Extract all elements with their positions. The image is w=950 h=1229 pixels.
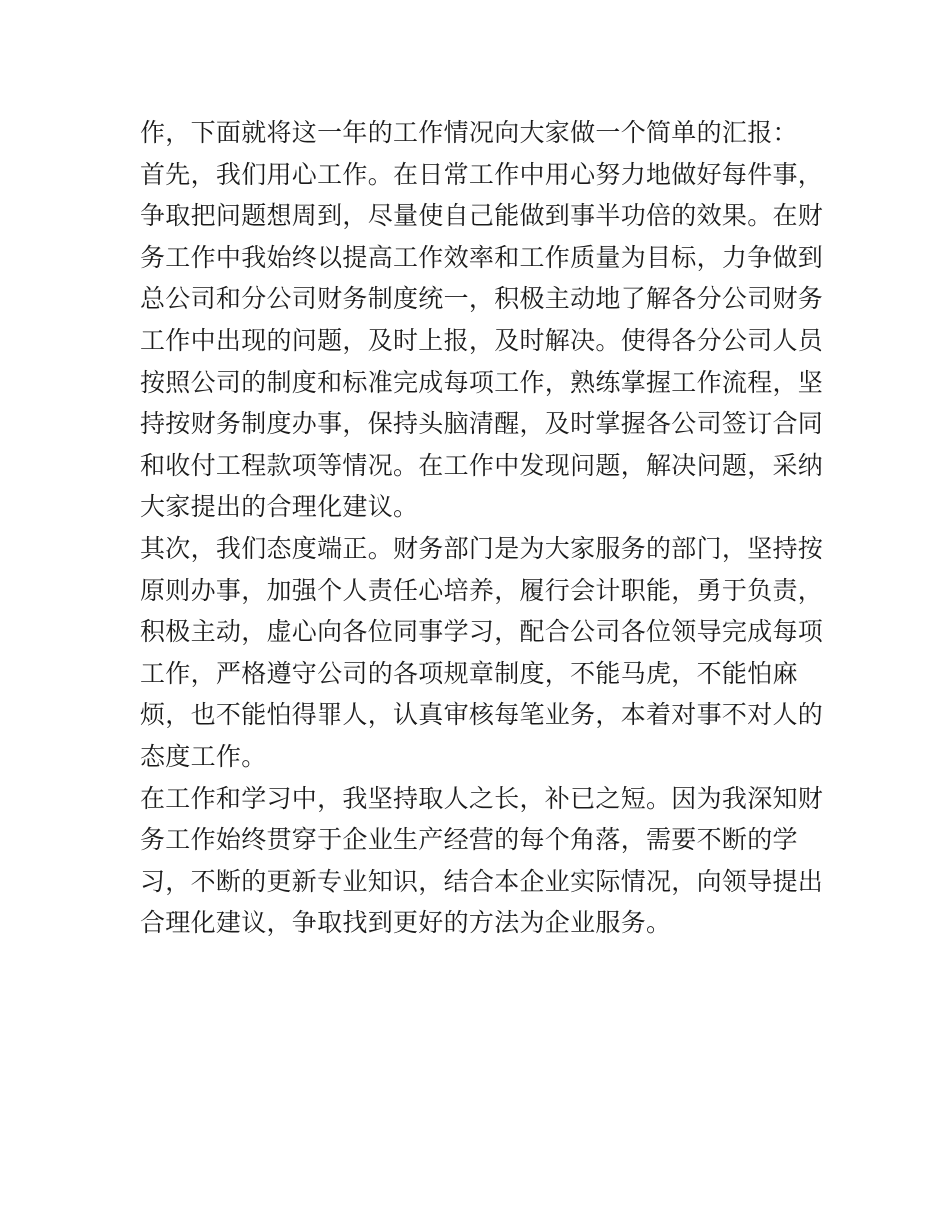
text-line: 争取把问题想周到，尽量使自己能做到事半功倍的效果。在财 [140,201,824,231]
text-line: 其次，我们态度端正。财务部门是为大家服务的部门，坚持按 [140,533,824,563]
text-line: 积极主动，虚心向各位同事学习，配合公司各位领导完成每项 [140,617,824,647]
text-line: 工作，严格遵守公司的各项规章制度，不能马虎，不能怕麻 [140,658,798,688]
text-line: 烦，也不能怕得罪人，认真审核每笔业务，本着对事不对人的 [140,700,824,730]
text-line: 大家提出的合理化建议。 [140,492,419,522]
text-line: 工作中出现的问题，及时上报，及时解决。使得各分公司人员 [140,325,824,355]
text-line: 务工作中我始终以提高工作效率和工作质量为目标，力争做到 [140,242,824,272]
text-line: 原则办事，加强个人责任心培养，履行会计职能，勇于负责， [140,575,824,605]
text-line: 作，下面就将这一年的工作情况向大家做一个简单的汇报： [140,118,798,147]
document-body [140,112,824,944]
text-line: 首先，我们用心工作。在日常工作中用心努力地做好每件事， [140,159,824,189]
text-line: 总公司和分公司财务制度统一，积极主动地了解各分公司财务 [140,284,824,314]
text-line: 在工作和学习中，我坚持取人之长，补已之短。因为我深知财 [140,783,824,813]
text-line: 合理化建议，争取找到更好的方法为企业服务。 [140,908,672,938]
text-line: 持按财务制度办事，保持头脑清醒，及时掌握各公司签订合同 [140,409,824,439]
text-line: 按照公司的制度和标准完成每项工作，熟练掌握工作流程，坚 [140,367,824,397]
text-line: 和收付工程款项等情况。在工作中发现问题，解决问题，采纳 [140,450,824,480]
text-line: 习，不断的更新专业知识，结合本企业实际情况，向领导提出 [140,866,824,896]
text-line: 务工作始终贯穿于企业生产经营的每个角落，需要不断的学 [140,825,798,855]
text-line: 态度工作。 [140,741,267,771]
